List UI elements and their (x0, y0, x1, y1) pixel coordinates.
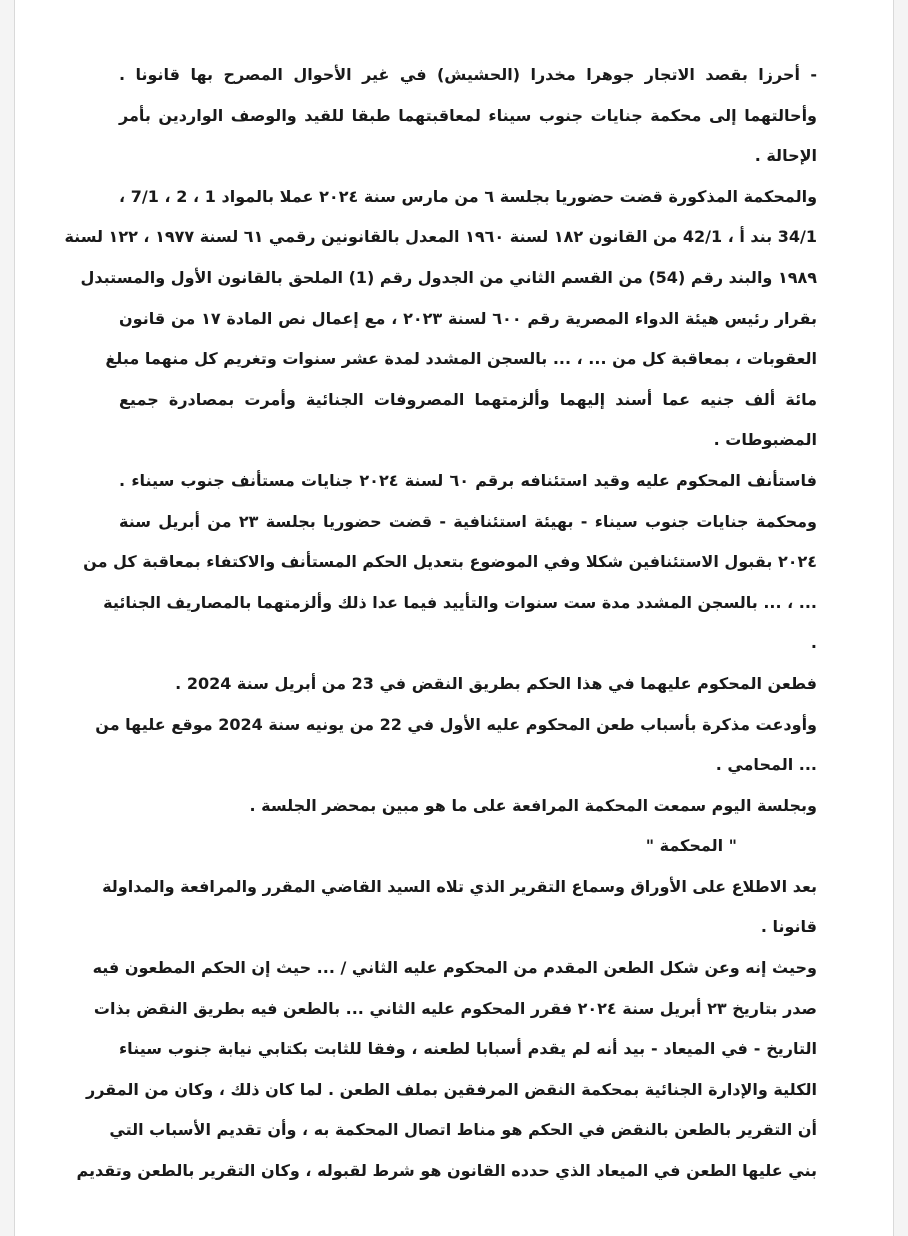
text-line: وأودعت مذكرة بأسباب طعن المحكوم عليه الأول في 22 من يونيه سنة 2024 موقع عليها من (95, 714, 817, 734)
text-line: مائة ألف جنيه عما أسند إليهما وألزمتهما المصروفات الجنائية وأمرت بمصادرة جميع (119, 389, 817, 409)
judgment-text (64, 55, 818, 1192)
text-line: ١٩٨٩ والبند رقم (54) من القسم الثاني من الجدول رقم (1) الملحق بالقانون الأول والمستبدل (80, 267, 817, 287)
text-line: الكلية والإدارة الجنائية بمحكمة النقض المرفقين بملف الطعن . لما كان ذلك ، وكان من المقرر (85, 1079, 817, 1099)
text-line: ومحكمة جنايات جنوب سيناء - بهيئة استئنافية - قضت حضوريا بجلسة ٢٣ من أبريل سنة (119, 511, 818, 531)
document-page (14, 0, 894, 1236)
text-line: الإحالة . (754, 146, 817, 166)
text-line: وبجلسة اليوم سمعت المحكمة المرافعة على ما هو مبين بمحضر الجلسة . (249, 795, 817, 815)
section-heading: " المحكمة " (645, 836, 737, 856)
text-line: المضبوطات . (713, 430, 817, 450)
text-line: أن التقرير بالطعن بالنقض في الحكم هو مناط اتصال المحكمة به ، وأن تقديم الأسباب التي (109, 1120, 817, 1140)
text-line: . (810, 633, 817, 653)
text-line: بعد الاطلاع على الأوراق وسماع التقرير الذي تلاه السيد القاضي المقرر والمرافعة والمداولة (102, 876, 817, 896)
text-line: وحيث إنه وعن شكل الطعن المقدم من المحكوم عليه الثاني / ... حيث إن الحكم المطعون فيه (92, 958, 817, 978)
text-line: بقرار رئيس هيئة الدواء المصرية رقم ٦٠٠ لسنة ٢٠٢٣ ، مع إعمال نص المادة ١٧ من قانون (119, 308, 818, 328)
text-line: والمحكمة المذكورة قضت حضوريا بجلسة ٦ من مارس سنة ٢٠٢٤ عملا بالمواد 1 ، 2 ، 7/1 ، (119, 186, 818, 206)
text-line: ... ، ... بالسجن المشدد مدة ست سنوات والتأييد فيما عدا ذلك وألزمتهما بالمصاريف الجنائية (103, 592, 817, 612)
text-line: قانونا . (760, 917, 817, 937)
text-line: فاستأنف المحكوم عليه وقيد استئنافه برقم ٦٠ لسنة ٢٠٢٤ جنايات مستأنف جنوب سيناء . (119, 470, 817, 490)
text-line: بني عليها الطعن في الميعاد الذي حدده القانون هو شرط لقبوله ، وكان التقرير بالطعن وتقديم (76, 1161, 817, 1181)
text-line: التاريخ - في الميعاد - بيد أنه لم يقدم أسبابا لطعنه ، وفقا للثابت بكتابي نيابة جنوب سيناء (119, 1039, 817, 1059)
text-line: ٢٠٢٤ بقبول الاستئنافين شكلا وفي الموضوع بتعديل الحكم المستأنف والاكتفاء بمعاقبة كل من (83, 552, 817, 572)
text-line: 34/1 بند أ ، 42/1 من القانون ١٨٢ لسنة ١٩٦٠ المعدل بالقانونين رقمي ٦١ لسنة ١٩٧٧ ، ١٢٢ لسنة (64, 227, 817, 247)
text-line: فطعن المحكوم عليهما في هذا الحكم بطريق النقض في 23 من أبريل سنة 2024 . (175, 673, 817, 693)
text-line: وأحالتهما إلى محكمة جنايات جنوب سيناء لمعاقبتهما طبقا للقيد والوصف الواردين بأمر (119, 105, 817, 125)
text-line: صدر بتاريخ ٢٣ أبريل سنة ٢٠٢٤ فقرر المحكوم عليه الثاني ... بالطعن فيه بطريق النقض بذات (93, 998, 817, 1018)
text-line: ... المحامي . (715, 755, 817, 775)
text-line: - أحرزا بقصد الاتجار جوهرا مخدرا (الحشيش) في غير الأحوال المصرح بها قانونا . (119, 65, 817, 84)
text-line: العقوبات ، بمعاقبة كل من ... ، ... بالسجن المشدد لمدة عشر سنوات وتغريم كل منهما مبلغ (105, 349, 817, 369)
